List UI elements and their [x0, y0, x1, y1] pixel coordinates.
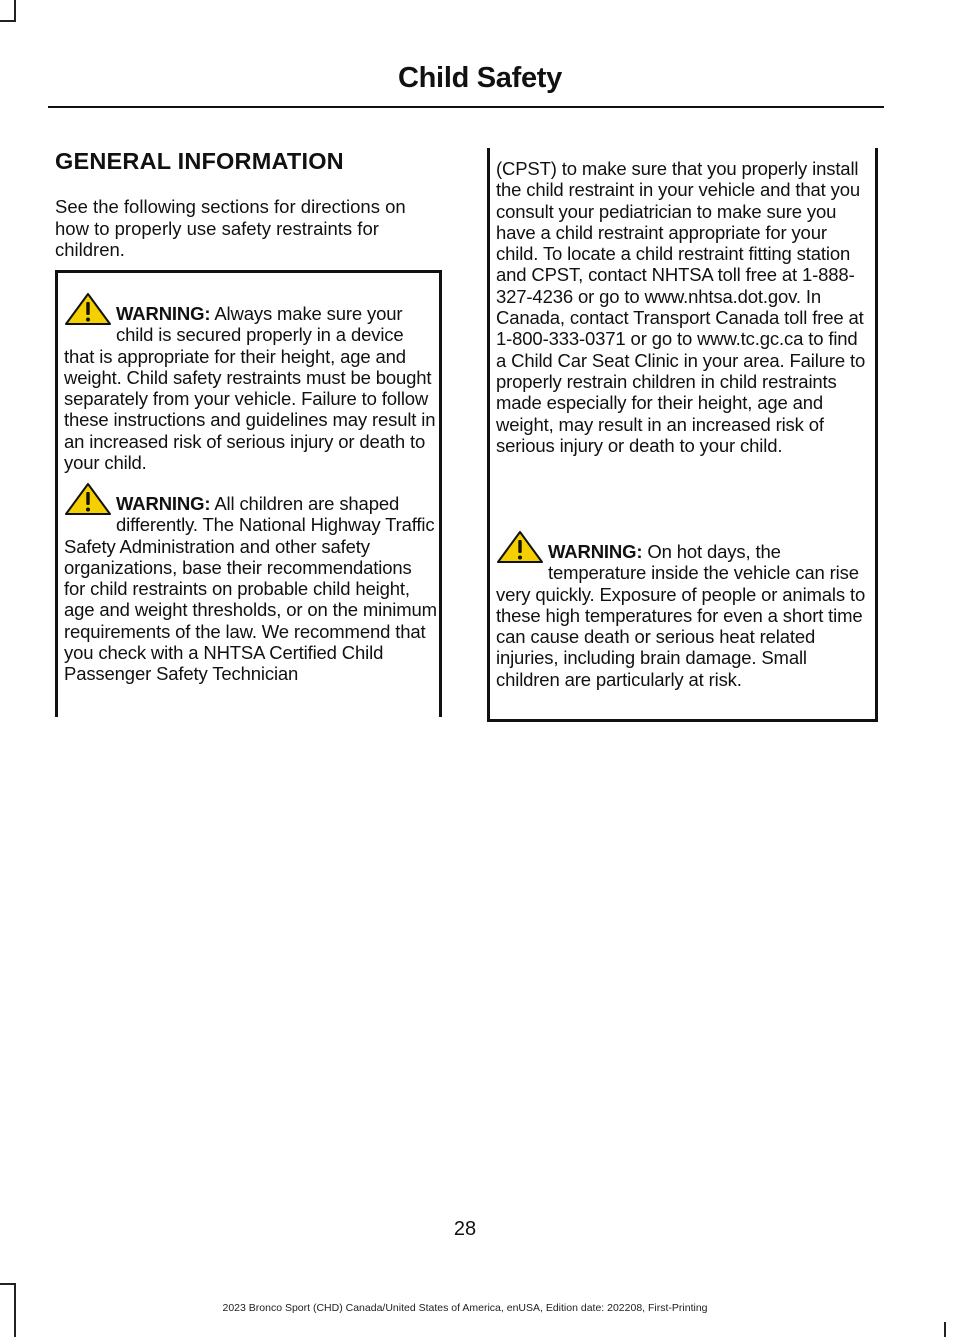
crop-mark-bottom-right-v [944, 1322, 946, 1337]
page-number: 28 [453, 1218, 477, 1240]
warning-hot-days [496, 541, 871, 690]
intro-paragraph: See the following sections for directions on how to properly use safety restraints for children. [55, 196, 406, 260]
header-title: Child Safety [398, 62, 562, 94]
crop-mark-top-left-v [14, 0, 16, 22]
warning-triangle-icon [496, 531, 544, 563]
warning-label: WARNING: [116, 493, 211, 514]
header-rule [48, 106, 884, 108]
warning-label: WARNING: [116, 303, 211, 324]
warning-text: Always make sure your child is secured properly in a device that is appropriate for their height, age and weight. Child safety restraints must be bought separately from your vehicle. Failure to follow these instructions and guidelines may result in an increased risk of serious injury or death to your child. [64, 303, 436, 474]
section-heading: GENERAL INFORMATION [55, 148, 344, 174]
warning-secured-properly [64, 303, 437, 473]
warning-text: On hot days, the temperature inside the vehicle can rise very quickly. Exposure of people or animals to these high temperatures for even a short time can cause death or serious heat related injuries, including brain damage. Small children are particularly at risk. [496, 541, 866, 690]
warning-label: WARNING: [548, 541, 643, 562]
crop-mark-top-left-h [0, 20, 16, 22]
warning-cpst-continued [496, 158, 871, 456]
warning-children-shaped [64, 493, 437, 685]
warning-text: All children are shaped differently. The National Highway Traffic Safety Administration and other safety organizations, base their recommendations for child restraints on probable child height, age and weight thresholds, or on the minimum requirements of the law. We recommend that you check with a NHTSA Certified Child Passenger Safety Technician [64, 493, 437, 685]
warning-text: (CPST) to make sure that you properly install the child restraint in your vehicle and that you consult your pediatrician to make sure you have a child restraint appropriate for your child. To locate a child restraint fitting station and CPST, contact NHTSA toll free at 1-888-327-4236 or go to www.nhtsa.dot.gov. In Canada, contact Transport Canada toll free at 1-800-333-0371 or go to www.tc.gc.ca to find a Child Car Seat Clinic in your area. Failure to properly restrain children in child restraints made especially for their height, age and weight, may result in an increased risk of serious injury or death to your child. [496, 158, 866, 456]
warning-triangle-icon [64, 483, 112, 515]
warning-triangle-icon [64, 293, 112, 325]
crop-mark-bottom-left-h [0, 1283, 16, 1285]
edition-footer: 2023 Bronco Sport (CHD) Canada/United States of America, enUSA, Edition date: 202208, First-Printing [222, 1302, 708, 1314]
